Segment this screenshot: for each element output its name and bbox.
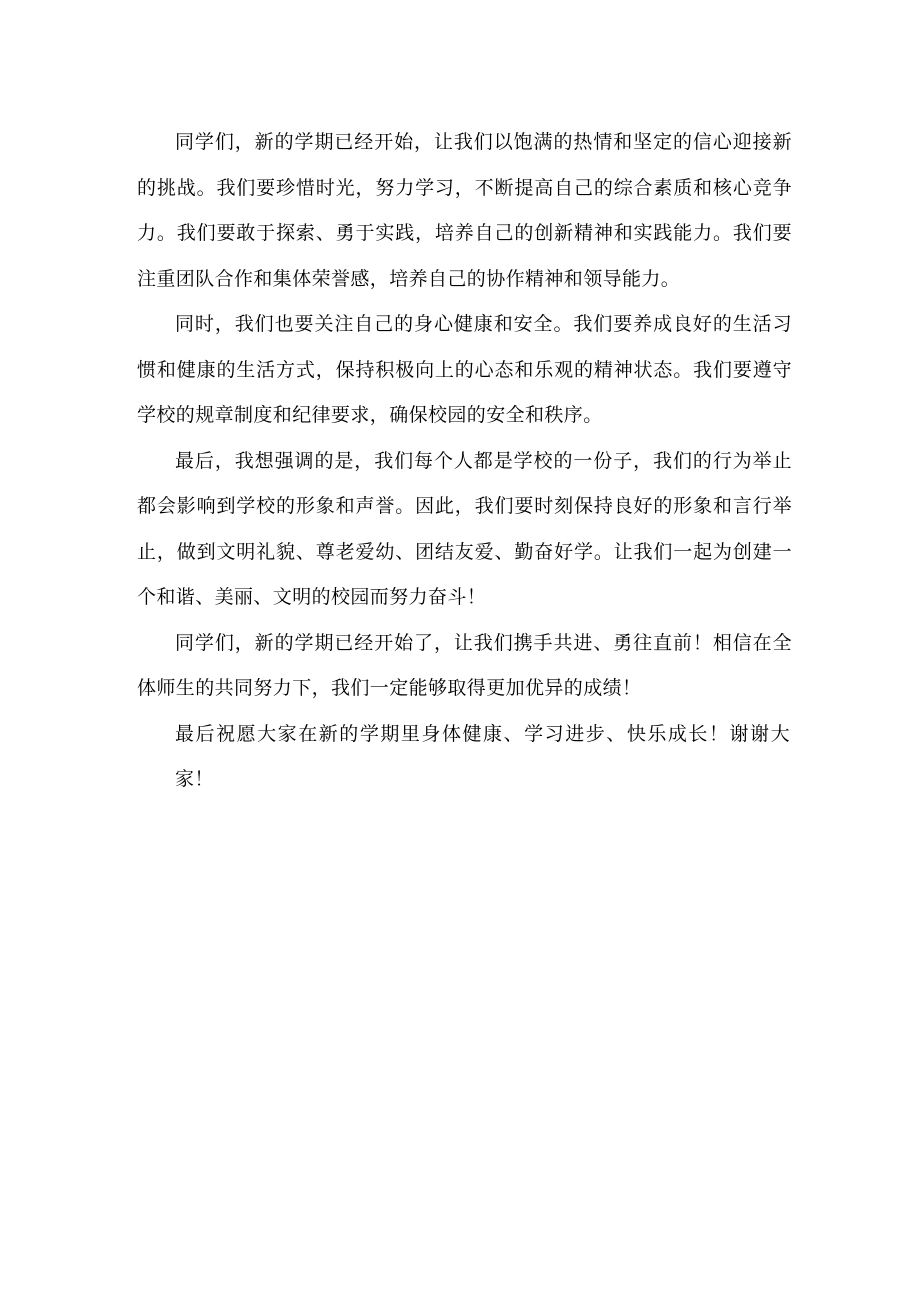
- paragraph-1: 同学们，新的学期已经开始，让我们以饱满的热情和坚定的信心迎接新的挑战。我们要珍惜时光，努力学习，不断提高自己的综合素质和核心竞争力。我们要敢于探索、勇于实践，培养自己的创新精神和实践能力。我们要注重团队合作和集体荣誉感，培养自己的协作精神和领导能力。: [137, 131, 792, 290]
- closing-paragraph: 最后祝愿大家在新的学期里身体健康、学习进步、快乐成长！谢谢大家！: [175, 722, 790, 790]
- paragraph-4: 同学们，新的学期已经开始了，让我们携手共进、勇往直前！相信在全体师生的共同努力下，我们一定能够取得更加优异的成绩！: [137, 631, 792, 699]
- paragraph-2: 同时，我们也要关注自己的身心健康和安全。我们要养成良好的生活习惯和健康的生活方式，保持积极向上的心态和乐观的精神状态。我们要遵守学校的规章制度和纪律要求，确保校园的安全和秩序。: [137, 313, 792, 426]
- document-body: [137, 120, 792, 803]
- paragraph-3: 最后，我想强调的是，我们每个人都是学校的一份子，我们的行为举止都会影响到学校的形象和声誉。因此，我们要时刻保持良好的形象和言行举止，做到文明礼貌、尊老爱幼、团结友爱、勤奋好学。让我们一起为创建一个和谐、美丽、文明的校园而努力奋斗！: [137, 449, 792, 608]
